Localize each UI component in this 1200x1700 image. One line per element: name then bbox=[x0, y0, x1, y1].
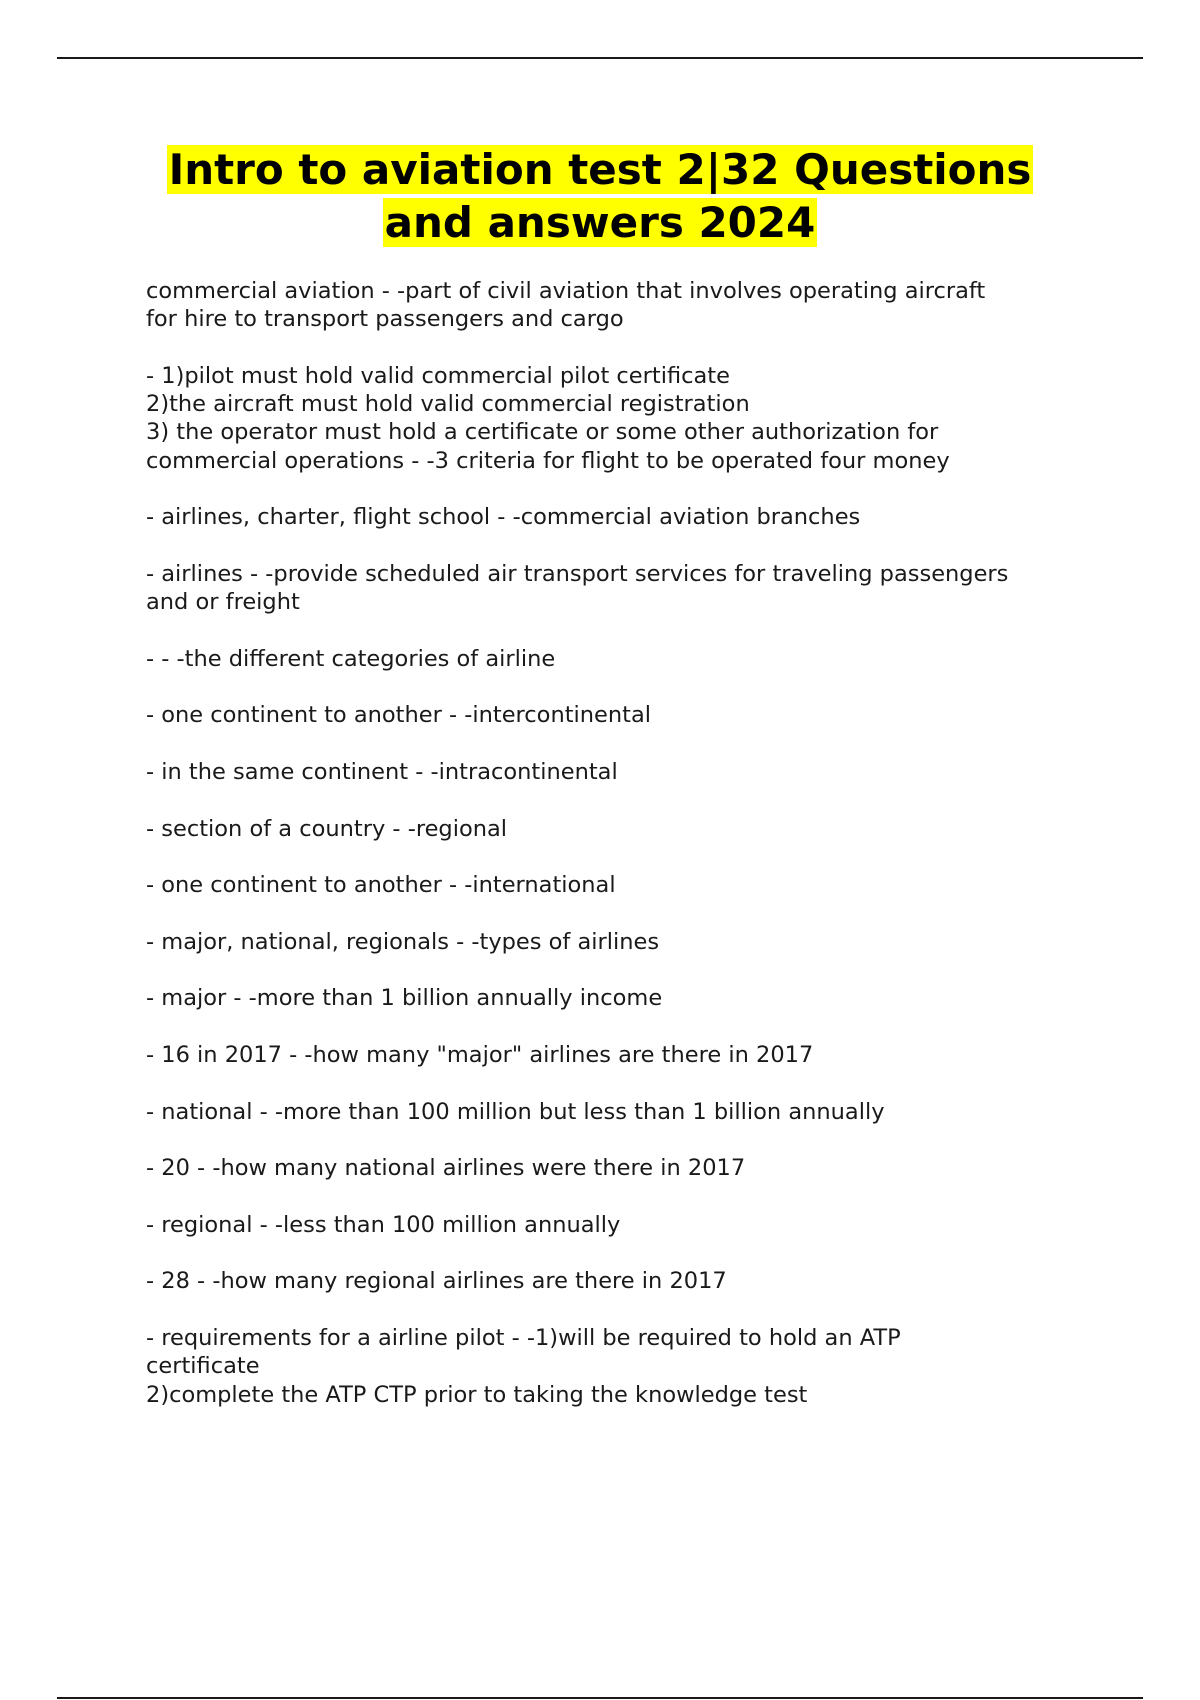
qa-entry: commercial aviation - -part of civil aviation that involves operating aircraft for hire to transport passengers and cargo bbox=[146, 278, 986, 333]
top-rule bbox=[57, 57, 1143, 59]
document-title bbox=[60, 143, 1140, 249]
qa-entry: - one continent to another - -intercontinental bbox=[146, 702, 651, 729]
qa-entry: - 28 - -how many regional airlines are there in 2017 bbox=[146, 1268, 727, 1295]
qa-entry: - - -the different categories of airline bbox=[146, 645, 556, 672]
qa-entry: - section of a country - -regional bbox=[146, 815, 508, 842]
title-line-1: Intro to aviation test 2|32 Questions bbox=[168, 145, 1032, 194]
qa-entry: - 16 in 2017 - -how many "major" airlines are there in 2017 bbox=[146, 1042, 814, 1069]
qa-entry: - regional - -less than 100 million annually bbox=[146, 1211, 621, 1238]
qa-entry: - 20 - -how many national airlines were there in 2017 bbox=[146, 1155, 746, 1182]
qa-entry: - major - -more than 1 billion annually income bbox=[146, 985, 663, 1012]
qa-entry: - airlines - -provide scheduled air transport services for traveling passengers and or freight bbox=[146, 560, 1009, 616]
qa-entry: - requirements for a airline pilot - -1)will be required to hold an ATP certificate 2)complete the ATP CTP prior to taking the knowledge test bbox=[146, 1324, 901, 1408]
qa-list bbox=[146, 277, 1106, 1437]
qa-entry: - national - -more than 100 million but less than 1 billion annually bbox=[146, 1098, 885, 1125]
qa-entry: - one continent to another - -international bbox=[146, 872, 616, 899]
bottom-rule bbox=[57, 1697, 1143, 1699]
qa-entry: - airlines, charter, flight school - -commercial aviation branches bbox=[146, 504, 861, 531]
qa-entry: - major, national, regionals - -types of airlines bbox=[146, 928, 660, 955]
title-line-2: and answers 2024 bbox=[384, 198, 816, 247]
qa-entry: - 1)pilot must hold valid commercial pilot certificate 2)the aircraft must hold valid commercial registration 3) the operator must hold a certificate or some other authorization for commercial operations - -3 criteria for flight to be operated four money bbox=[146, 362, 950, 474]
qa-entry: - in the same continent - -intracontinental bbox=[146, 759, 618, 786]
